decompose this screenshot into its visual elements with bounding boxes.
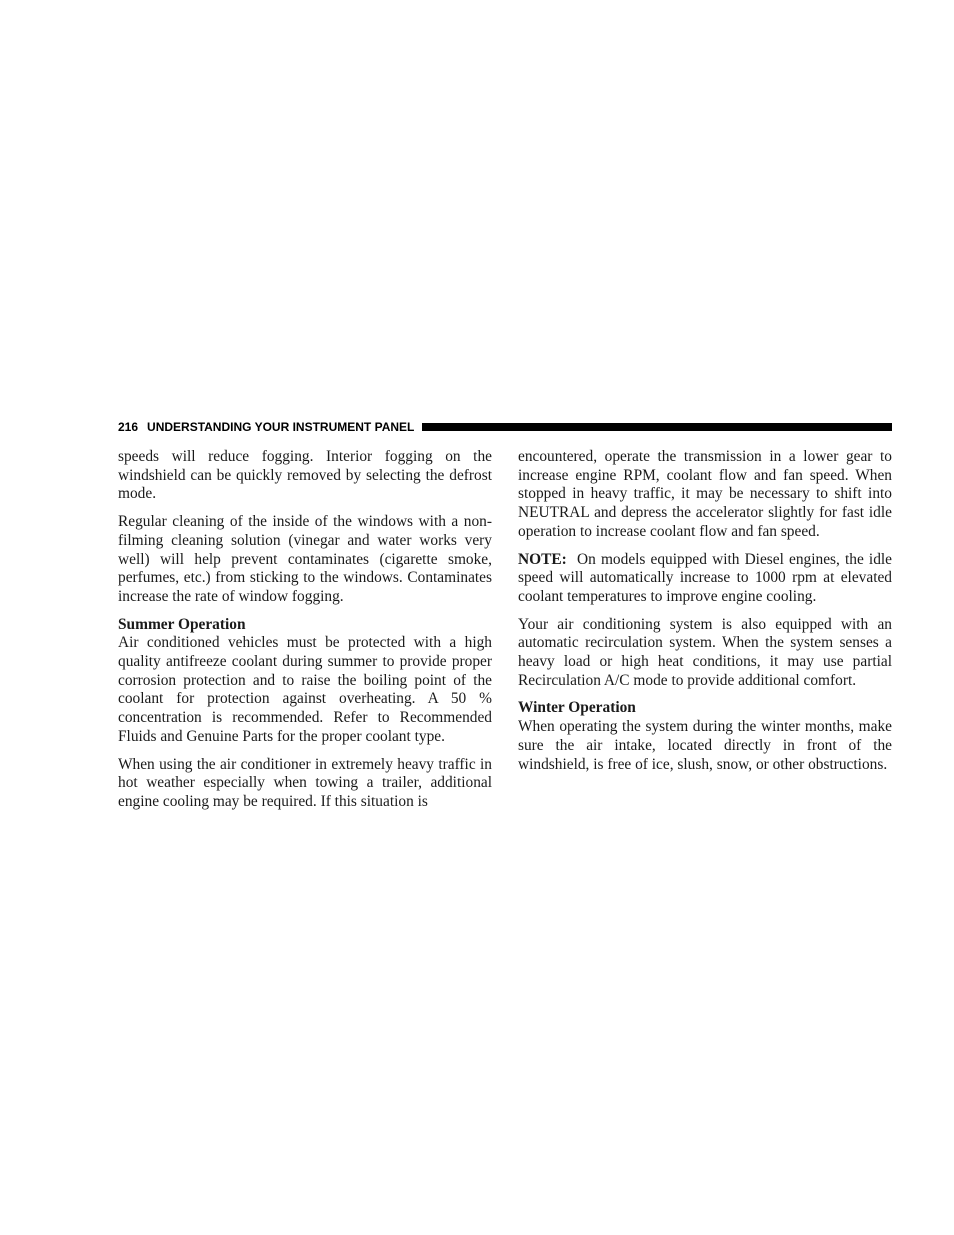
paragraph-heavy-traffic: When using the air conditioner in extremely heavy traffic in hot weather especially when towing a trailer, additional engine cooling may be required. If this situation is (118, 755, 492, 810)
section-title: UNDERSTANDING YOUR INSTRUMENT PANEL (147, 420, 415, 434)
paragraph-window-cleaning: Regular cleaning of the inside of the windows with a non-filming cleaning solution (vinegar and water works very well) will help prevent contaminates (cigarette smoke, perfumes, etc.) from sticking to the windows. Contaminates increase the rate of window fogging. (118, 513, 492, 605)
heading-summer-operation: Summer Operation (118, 615, 246, 633)
page-number: 216 (118, 420, 139, 434)
paragraph-winter: When operating the system during the winter months, make sure the air intake, located directly in front of the windshield, is free of ice, slush, snow, or other obstructions. (518, 718, 892, 773)
paragraph-recirculation: Your air conditioning system is also equipped with an automatic recirculation system. When the system senses a heavy load or high heat conditions, it may use partial Recirculation A/C mode to provide additional comfort. (518, 615, 892, 689)
note-diesel (518, 551, 892, 607)
note-label: NOTE: (518, 550, 567, 568)
right-column (518, 448, 892, 783)
note-text: On models equipped with Diesel engines, the idle speed will automatically increase to 1000 rpm at elevated coolant temperatures to improve engine cooling. (518, 550, 892, 605)
paragraph-fogging: speeds will reduce fogging. Interior fogging on the windshield can be quickly removed by selecting the defrost mode. (118, 448, 492, 503)
left-column (118, 448, 492, 821)
paragraph-lower-gear: encountered, operate the transmission in a lower gear to increase engine RPM, coolant flow and fan speed. When stopped in heavy traffic, it may be necessary to shift into NEUTRAL and depress the accelerator slightly for fast idle operation to increase coolant flow and fan speed. (518, 448, 892, 540)
header-rule (422, 423, 892, 431)
paragraph-coolant: Air conditioned vehicles must be protected with a high quality antifreeze coolant during summer to provide proper corrosion protection and to raise the boiling point of the coolant for protection against overheating. A 50 % concentration is recommended. Refer to Recommended Fluids and Genuine Parts for the proper coolant type. (118, 634, 492, 745)
page-header (118, 419, 892, 435)
heading-winter-operation: Winter Operation (518, 699, 636, 717)
